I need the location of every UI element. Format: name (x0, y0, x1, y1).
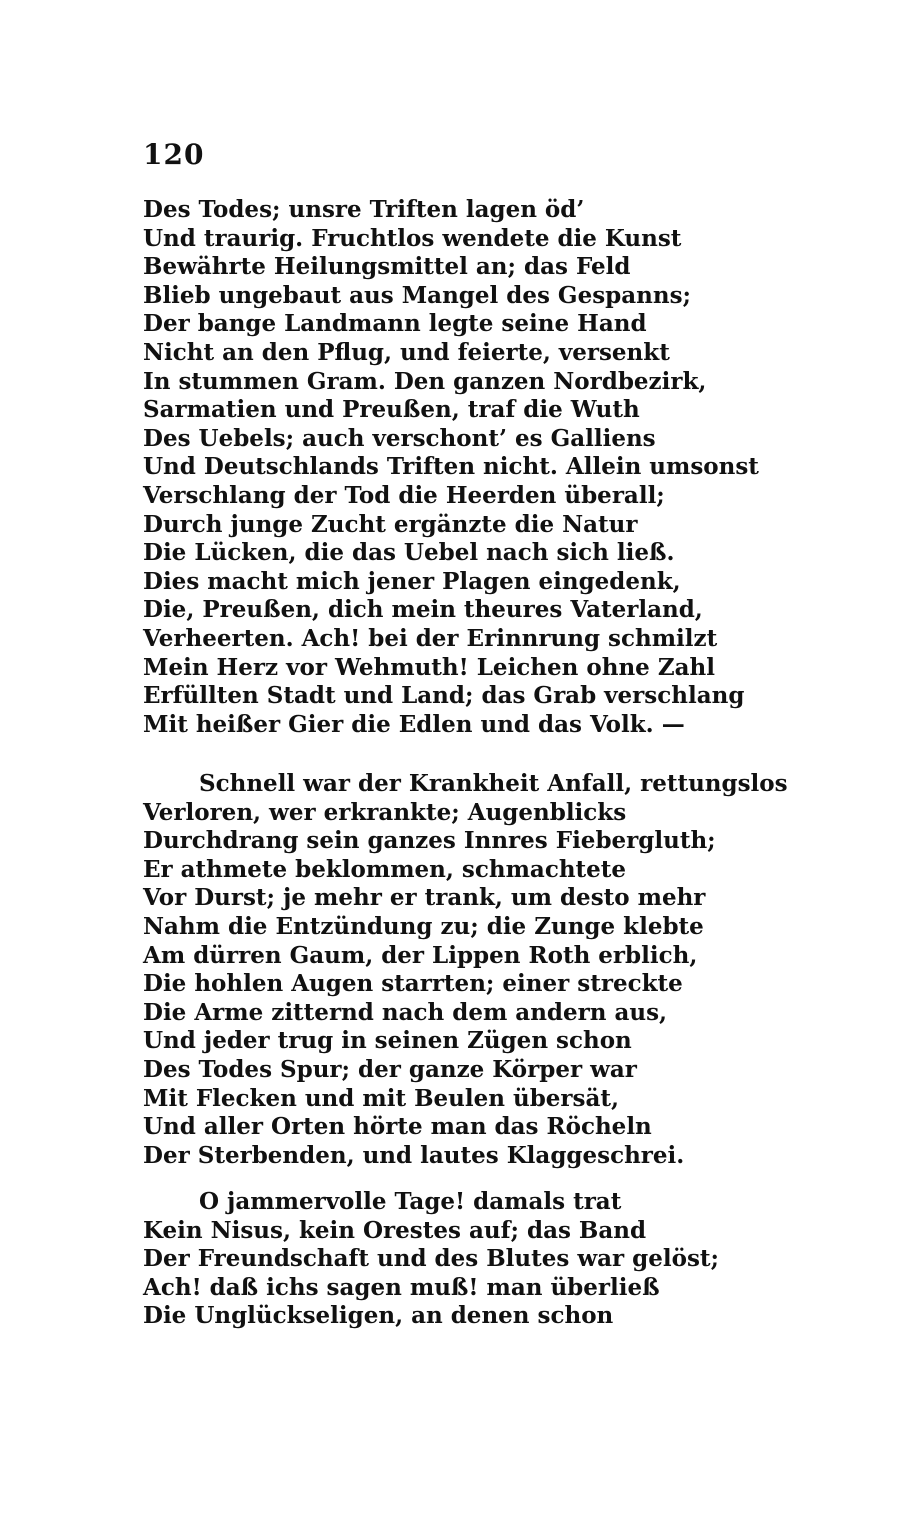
verse-line: Der Freundschaft und des Blutes war gelöst; (143, 1245, 720, 1273)
verse-line: Der Sterbenden, und lautes Klaggeschrei. (143, 1141, 685, 1169)
verse-line: Erfüllten Stadt und Land; das Grab verschlang (143, 682, 745, 710)
verse-line: Der bange Landmann legte seine Hand (143, 310, 647, 338)
verse-line: Und traurig. Fruchtlos wendete die Kunst (143, 224, 682, 252)
verse-line: Durch junge Zucht ergänzte die Natur (143, 510, 638, 538)
verse-line: Ach! daß ichs sagen muß! man überließ (143, 1273, 660, 1301)
verse-line: Die Lücken, die das Uebel nach sich ließ. (143, 539, 675, 567)
verse-line: Kein Nisus, kein Orestes auf; das Band (143, 1216, 647, 1244)
verse-line: Nicht an den Pflug, und feierte, versenkt (143, 338, 670, 366)
page-number: 120 (143, 138, 205, 171)
verse-line: Die Arme zitternd nach dem andern aus, (143, 998, 668, 1026)
verse-line: Er athmete beklommen, schmachtete (143, 855, 627, 883)
verse-line: Durchdrang sein ganzes Innres Fiebergluth; (143, 827, 716, 855)
verse-line: Dies macht mich jener Plagen eingedenk, (143, 567, 681, 595)
verse-line: Des Todes; unsre Triften lagen öd’ (143, 196, 585, 223)
stanza-1 (143, 196, 843, 739)
verse-line: Am dürren Gaum, der Lippen Roth erblich, (143, 941, 698, 969)
verse-line: Die Unglückseligen, an denen schon (143, 1302, 614, 1330)
stanza-2 (143, 770, 843, 1170)
verse-line: Die, Preußen, dich mein theures Vaterland, (143, 596, 703, 624)
verse-line: Sarmatien und Preußen, traf die Wuth (143, 396, 640, 424)
verse-line: Nahm die Entzündung zu; die Zunge klebte (143, 912, 704, 940)
verse-line: Des Todes Spur; der ganze Körper war (143, 1055, 637, 1083)
verse-line: Verheerten. Ach! bei der Erinnrung schmilzt (143, 624, 718, 652)
verse-line: Des Uebels; auch verschont’ es Galliens (143, 424, 656, 452)
verse-line: Die hohlen Augen starrten; einer streckte (143, 970, 683, 998)
verse-line: Und Deutschlands Triften nicht. Allein umsonst (143, 453, 759, 481)
verse-line: Bewährte Heilungsmittel an; das Feld (143, 253, 631, 281)
verse-line: Verschlang der Tod die Heerden überall; (143, 481, 665, 509)
verse-line: In stummen Gram. Den ganzen Nordbezirk, (143, 367, 707, 395)
verse-line: Blieb ungebaut aus Mangel des Gespanns; (143, 281, 692, 309)
verse-line: Vor Durst; je mehr er trank, um desto mehr (143, 884, 706, 912)
verse-line: Mit Flecken und mit Beulen übersät, (143, 1084, 620, 1112)
verse-line-indented: Schnell war der Krankheit Anfall, rettungslos (199, 770, 788, 797)
verse-line: Mein Herz vor Wehmuth! Leichen ohne Zahl (143, 653, 715, 681)
stanza-3 (143, 1188, 843, 1331)
verse-line: Und jeder trug in seinen Zügen schon (143, 1027, 632, 1055)
verse-line: Mit heißer Gier die Edlen und das Volk. — (143, 710, 685, 738)
verse-line: Und aller Orten hörte man das Röcheln (143, 1113, 652, 1141)
verse-line: Verloren, wer erkrankte; Augenblicks (143, 798, 627, 826)
verse-line-indented: O jammervolle Tage! damals trat (199, 1188, 622, 1215)
